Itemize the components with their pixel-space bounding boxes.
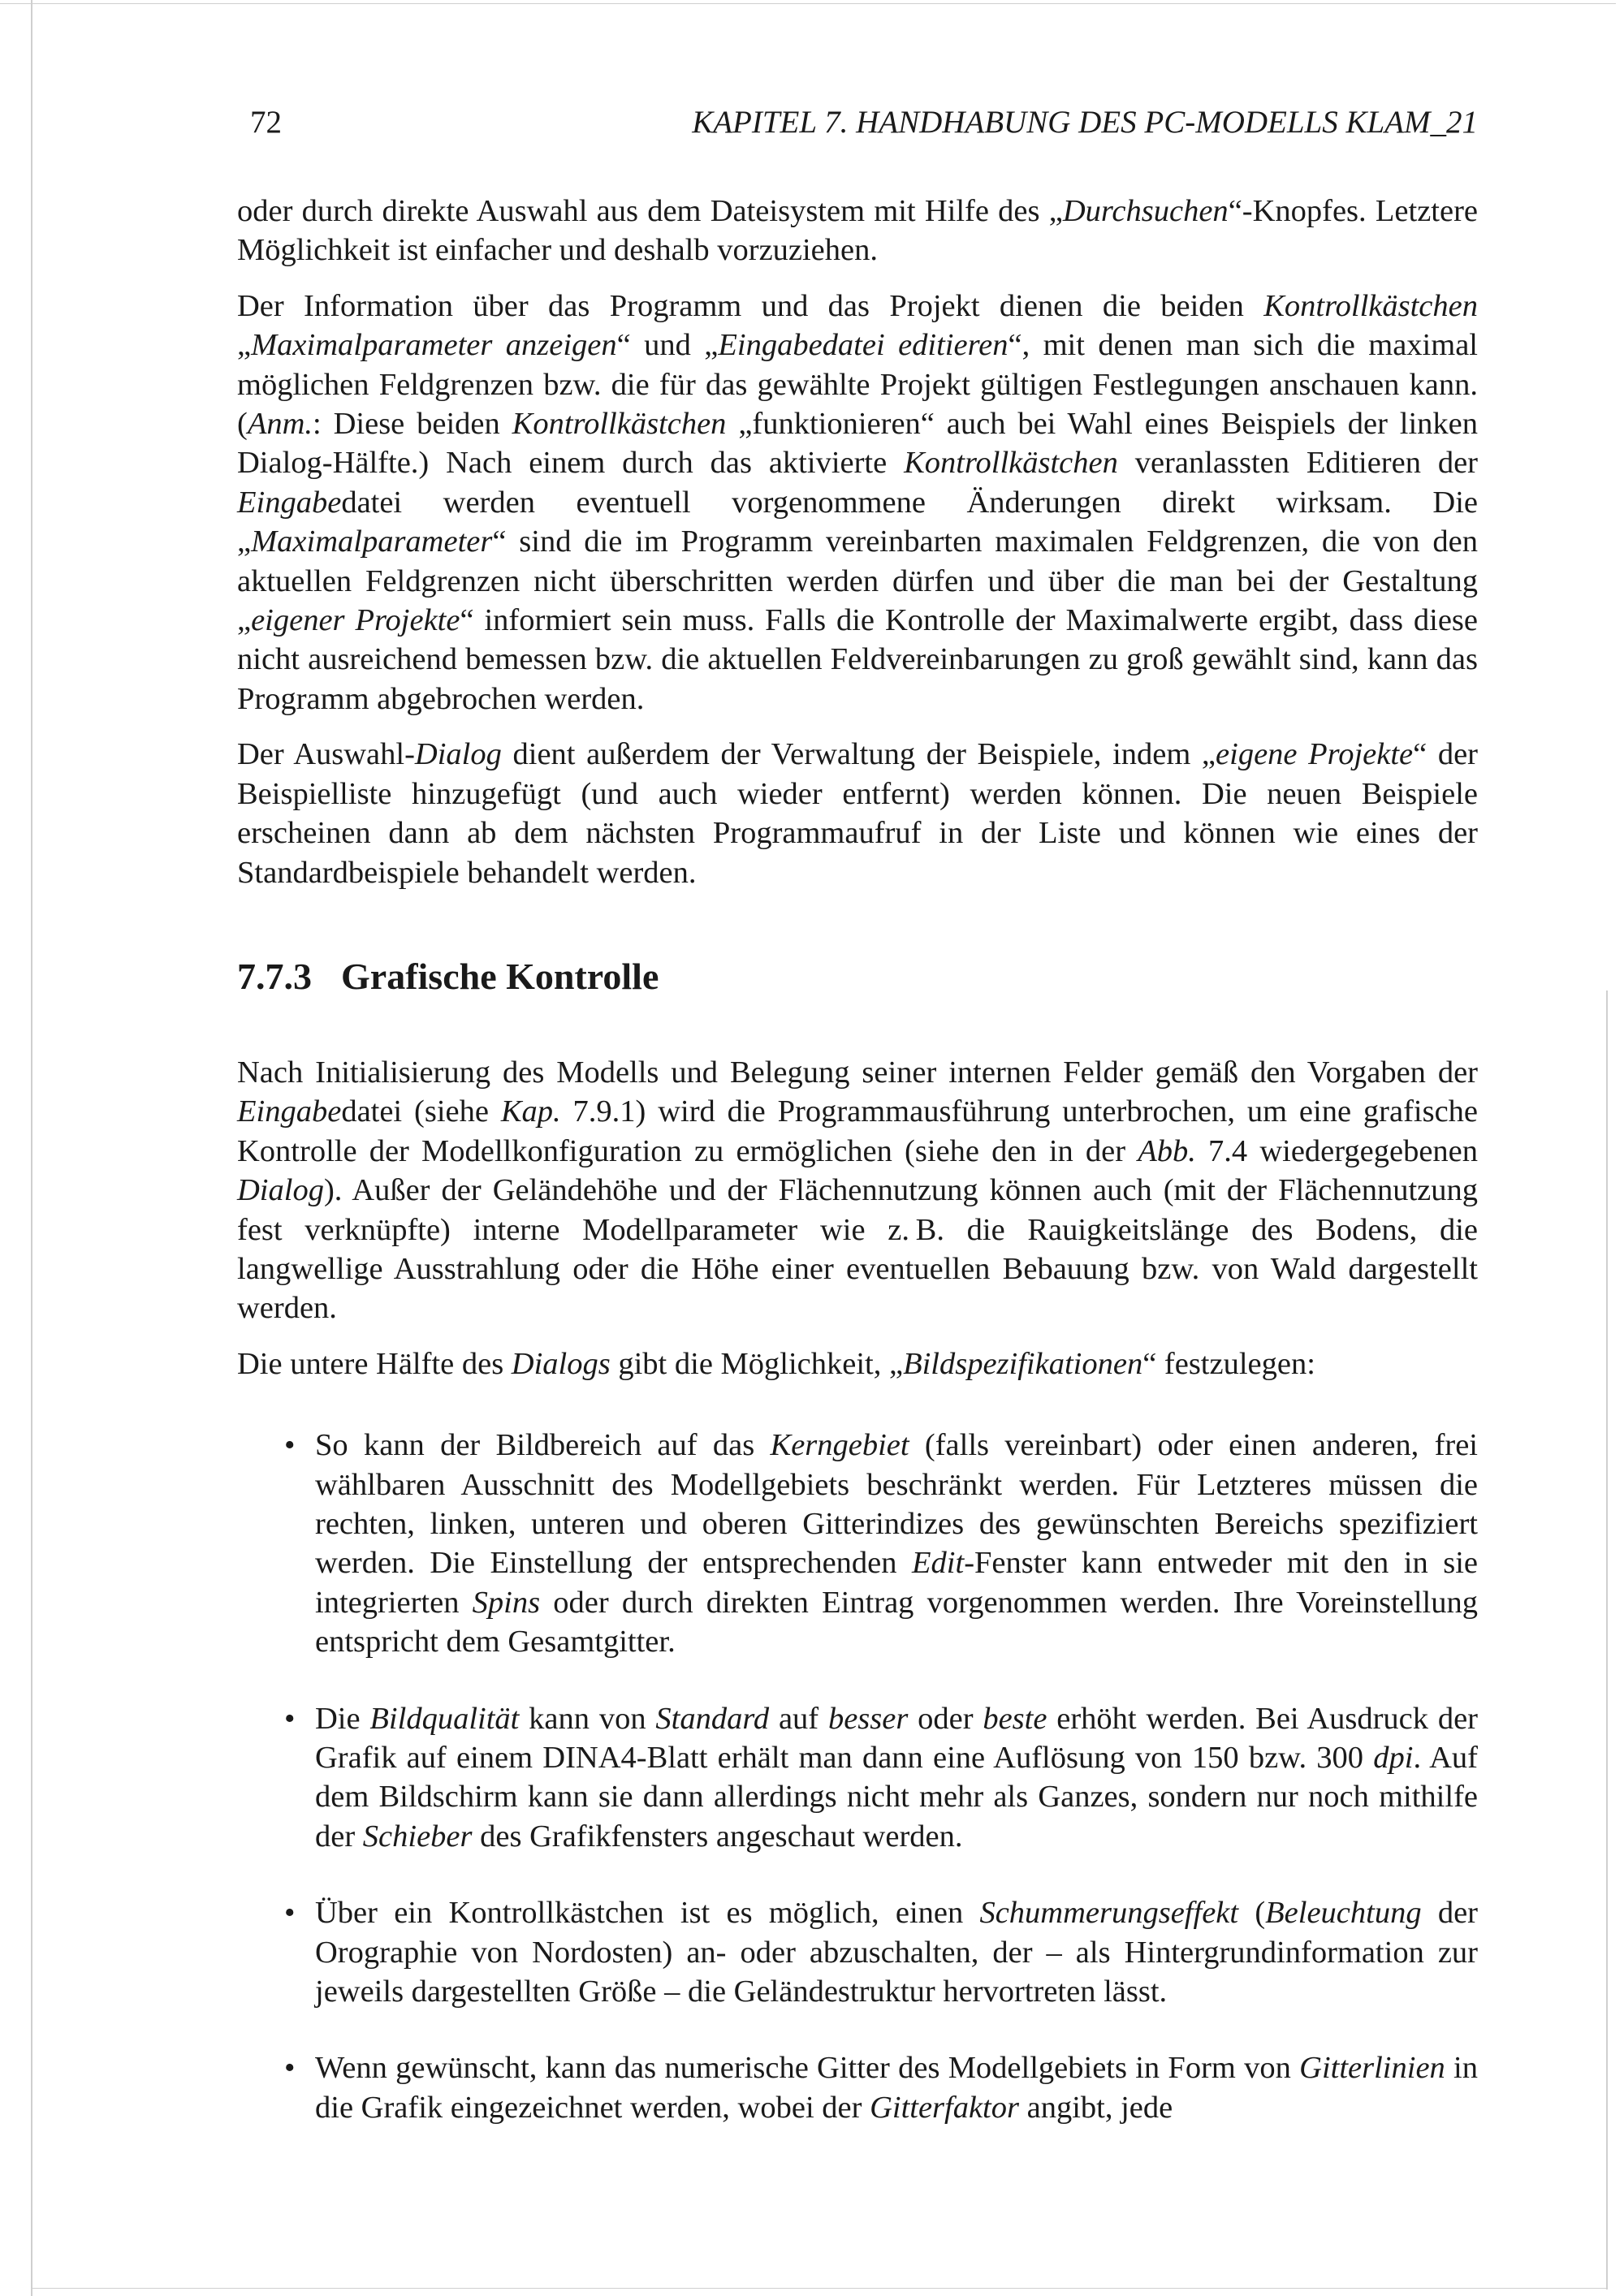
bullet-icon: •	[284, 1896, 296, 1931]
paragraph	[237, 287, 1478, 719]
text-run: “-Knopfes. Letztere Möglichkeit ist einfacher und deshalb vorzuziehen.	[237, 194, 1478, 268]
text-run: “ der Beispielliste hinzugefügt (und auch wieder entfernt) werden können. Die neuen Beispiele erscheinen dann ab dem nächsten Programmaufruf in der Liste und können wie eines der Standardbeispiele behandelt werden.	[237, 737, 1478, 890]
emphasis-text: besser	[827, 1701, 909, 1736]
emphasis-text: Dialogs	[511, 1346, 611, 1381]
emphasis-text: Schieber	[362, 1819, 473, 1854]
paragraph	[237, 1053, 1478, 1328]
text-run: “ informiert sein muss. Falls die Kontrolle der Maximalwerte ergibt, dass diese nicht ausreichend bemessen bzw. die aktuellen Feldvereinbarungen zu groß gewählt sind, kann das Programm abgebrochen werden.	[237, 603, 1478, 716]
text-run: Der Auswahl-	[237, 737, 415, 772]
text-run: (falls vereinbart) oder einen anderen, frei wählbaren Ausschnitt des Modellgebiets beschränkt werden. Für Letzteres müssen die rechten, linken, unteren und oberen Gitterindizes des gewünschten Bereichs spezifiziert werden. Die Einstellung der entsprechenden	[315, 1428, 1478, 1581]
text-run: in die Grafik eingezeichnet werden, wobei der	[315, 2051, 1479, 2125]
emphasis-text: Spins	[472, 1585, 541, 1620]
scan-edge-right	[1606, 990, 1608, 2290]
list-item-text	[315, 1702, 1478, 1854]
text-run: kann von	[519, 1701, 656, 1736]
list-item	[237, 1426, 1478, 1661]
section-heading	[237, 954, 1478, 999]
emphasis-text: Dialog	[414, 737, 502, 772]
text-run: angibt, jede	[1019, 2090, 1173, 2125]
text-run: So kann der Bildbereich auf das	[315, 1428, 771, 1463]
section-title: Grafische Kontrolle	[341, 955, 659, 997]
emphasis-text: Eingabe	[237, 1094, 342, 1129]
emphasis-text: Kontrollkästchen	[512, 407, 727, 442]
paragraph	[237, 192, 1478, 270]
text-run: Nach Initialisierung des Modells und Belegung seiner internen Felder gemäß den Vorgaben der	[237, 1055, 1478, 1090]
list-item	[237, 2048, 1478, 2127]
text-run: -Fenster kann entweder mit den in sie integrierten	[315, 1546, 1478, 1620]
paragraph	[237, 735, 1478, 892]
text-run: veranlassten Editieren der	[1117, 446, 1478, 481]
text-run: Wenn gewünscht, kann das numerische Gitter des Modellgebiets in Form von	[315, 2051, 1300, 2086]
text-run: “ und „	[616, 328, 719, 363]
list-item-text	[315, 1896, 1478, 2009]
scan-edge-bottom	[32, 2288, 1608, 2289]
emphasis-text: dpi	[1373, 1741, 1414, 1775]
emphasis-text: Abb.	[1138, 1133, 1196, 1168]
emphasis-text: Bildspezifikationen	[903, 1346, 1143, 1381]
text-run: datei werden eventuell vorgenommene Änderungen direkt wirksam. Die „	[237, 485, 1478, 559]
running-title: KAPITEL 7. HANDHABUNG DES PC-MODELLS KLAM_21	[692, 105, 1478, 140]
text-run: dient außerdem der Verwaltung der Beispiele, indem „	[501, 737, 1216, 772]
text-run: Der Information über das Programm und das Projekt dienen die beiden	[237, 288, 1264, 323]
emphasis-text: Standard	[655, 1701, 770, 1736]
text-run: Über ein Kontrollkästchen ist es möglich, einen	[315, 1896, 980, 1931]
text-run: oder durch direkte Auswahl aus dem Dateisystem mit Hilfe des „	[237, 194, 1063, 228]
text-run: (	[1238, 1896, 1266, 1931]
emphasis-text: Beleuchtung	[1265, 1896, 1422, 1931]
text-run: “ sind die im Programm vereinbarten maximalen Feldgrenzen, die von den aktuellen Feldgrenzen nicht überschritten werden dürfen und über die man bei der Gestaltung „	[237, 524, 1478, 638]
list-item	[237, 1893, 1478, 2011]
text-run: der Orographie von Nordosten) an- oder abzuschalten, der – als Hintergrundinformation zur jeweils dargestellten Größe – die Geländestruktur hervortreten lässt.	[315, 1896, 1478, 2009]
emphasis-text: Durchsuchen	[1062, 194, 1229, 228]
emphasis-text: Bildqualität	[369, 1701, 520, 1736]
specification-list	[237, 1426, 1478, 2127]
text-run: datei (siehe	[341, 1094, 501, 1129]
list-item	[237, 1699, 1478, 1857]
text-run: Die	[315, 1701, 370, 1736]
text-run: . Auf dem Bildschirm kann sie dann allerdings nicht mehr als Ganzes, sondern nur noch mithilfe der	[315, 1741, 1479, 1854]
emphasis-text: beste	[983, 1701, 1047, 1736]
body-text	[237, 192, 1478, 2164]
text-run: „funktionieren“ auch bei Wahl eines Beispiels der linken Dialog-Hälfte.) Nach einem durch das aktivierte	[237, 407, 1479, 481]
section-number: 7.7.3	[237, 955, 312, 997]
text-run: gibt die Möglichkeit, „	[610, 1346, 904, 1381]
emphasis-text: Maximalparameter anzeigen	[251, 328, 617, 363]
scan-edge-left	[31, 0, 32, 2296]
text-run: 7.9.1) wird die Programmausführung unterbrochen, um eine grafische Kontrolle der Modellkonfiguration zu ermöglichen (siehe den in der	[237, 1094, 1478, 1168]
paragraph	[237, 1344, 1478, 1383]
text-run: „	[237, 328, 252, 363]
emphasis-text: Kap.	[500, 1094, 561, 1129]
text-run: “ festzulegen:	[1142, 1346, 1315, 1381]
text-run: oder durch direkten Eintrag vorgenommen werden. Ihre Voreinstellung entspricht dem Gesamtgitter.	[315, 1585, 1478, 1659]
emphasis-text: Gitterlinien	[1299, 2051, 1445, 2086]
emphasis-text: Kerngebiet	[770, 1428, 909, 1463]
scan-edge-top	[0, 3, 1616, 4]
emphasis-text: Edit	[912, 1546, 965, 1581]
list-item-text	[315, 1428, 1478, 1659]
emphasis-text: Gitterfaktor	[870, 2090, 1019, 2125]
emphasis-text: Schummerungseffekt	[979, 1896, 1239, 1931]
text-run: erhöht werden. Bei Ausdruck der Grafik auf einem DINA4-Blatt erhält man dann eine Auflösung von 150 bzw. 300	[315, 1701, 1478, 1775]
emphasis-text: Eingabedatei editieren	[718, 328, 1009, 363]
emphasis-text: eigene Projekte	[1216, 737, 1414, 772]
text-run: “, mit denen man sich die maximal möglichen Feldgrenzen bzw. die für das gewählte Projekt gültigen Festlegungen anschauen kann. (	[237, 328, 1478, 442]
emphasis-text: Dialog	[237, 1173, 324, 1208]
emphasis-text: Kontrollkästchen	[1263, 288, 1478, 323]
bullet-icon: •	[284, 2051, 296, 2086]
text-run: Die untere Hälfte des	[237, 1346, 512, 1381]
emphasis-text: Eingabe	[237, 485, 342, 520]
text-run: : Diese beiden	[313, 407, 512, 442]
text-run: oder	[908, 1701, 983, 1736]
list-item-text	[315, 2051, 1478, 2124]
bullet-icon: •	[284, 1428, 296, 1463]
emphasis-text: Maximalparameter	[251, 524, 493, 559]
emphasis-text: eigener Projekte	[251, 603, 460, 638]
text-run: auf	[769, 1701, 828, 1736]
bullet-icon: •	[284, 1701, 296, 1736]
text-run: des Grafikfensters angeschaut werden.	[472, 1819, 963, 1854]
emphasis-text: Anm.	[247, 407, 313, 442]
emphasis-text: Kontrollkästchen	[904, 446, 1118, 481]
page-number: 72	[250, 105, 282, 140]
text-run: 7.4 wiedergegebenen	[1195, 1133, 1478, 1168]
text-run: ). Außer der Geländehöhe und der Flächennutzung können auch (mit der Flächennutzung fest verknüpfte) interne Modellparameter wie z. B. die Rauigkeitslänge des Bodens, die langwellige Ausstrahlung oder die Höhe einer eventuellen Bebauung bzw. von Wald dargestellt werden.	[237, 1173, 1478, 1326]
